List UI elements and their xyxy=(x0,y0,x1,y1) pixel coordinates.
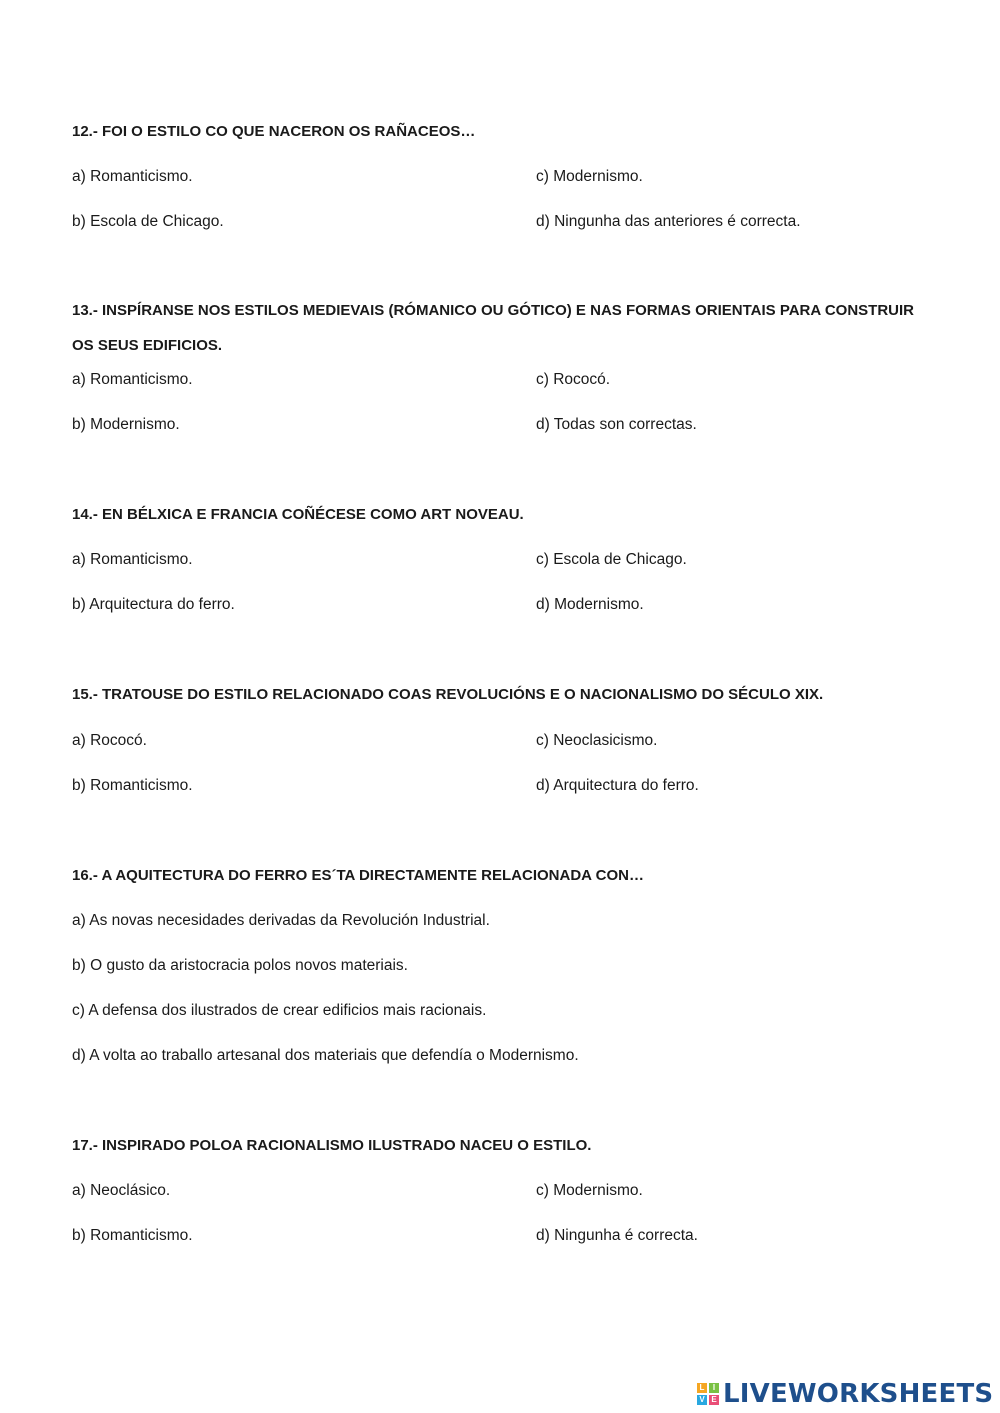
logo-mark-e: E xyxy=(709,1395,719,1405)
question-14-option-d[interactable]: d) Modernismo. xyxy=(536,596,644,613)
question-13 xyxy=(72,293,952,363)
question-13-option-c[interactable]: c) Rococó. xyxy=(536,371,611,388)
logo-mark-l: L xyxy=(697,1383,707,1393)
question-14-title: 14.- EN BÉLXICA E FRANCIA COÑÉCESE COMO ART NOVEAU. xyxy=(72,506,524,523)
question-17 xyxy=(72,1128,952,1163)
question-17-title: 17.- INSPIRADO POLOA RACIONALISMO ILUSTRADO NACEU O ESTILO. xyxy=(72,1137,592,1154)
question-13-title-line-2: OS SEUS EDIFICIOS. xyxy=(72,337,223,354)
question-15-title: 15.- TRATOUSE DO ESTILO RELACIONADO COAS REVOLUCIÓNS E O NACIONALISMO DO SÉCULO XIX. xyxy=(72,686,824,703)
question-16-option-b[interactable]: b) O gusto da aristocracia polos novos materiais. xyxy=(72,957,408,974)
question-13-option-d[interactable]: d) Todas son correctas. xyxy=(536,416,697,433)
question-15-option-d[interactable]: d) Arquitectura do ferro. xyxy=(536,777,699,794)
logo-text: LIVEWORKSHEETS xyxy=(723,1379,994,1409)
question-12-option-a[interactable]: a) Romanticismo. xyxy=(72,168,193,185)
question-17-option-a[interactable]: a) Neoclásico. xyxy=(72,1182,171,1199)
question-17-option-b[interactable]: b) Romanticismo. xyxy=(72,1227,193,1244)
question-17-option-c[interactable]: c) Modernismo. xyxy=(536,1182,643,1199)
question-14-option-b[interactable]: b) Arquitectura do ferro. xyxy=(72,596,235,613)
question-12-option-c[interactable]: c) Modernismo. xyxy=(536,168,643,185)
question-12-title: 12.- FOI O ESTILO CO QUE NACERON OS RAÑACEOS… xyxy=(72,123,476,140)
question-14 xyxy=(72,497,952,532)
question-17-option-d[interactable]: d) Ningunha é correcta. xyxy=(536,1227,698,1244)
question-12-option-d[interactable]: d) Ningunha das anteriores é correcta. xyxy=(536,213,801,230)
question-16-option-a[interactable]: a) As novas necesidades derivadas da Revolución Industrial. xyxy=(72,912,490,929)
question-13-title-line-1: 13.- INSPÍRANSE NOS ESTILOS MEDIEVAIS (RÓMANICO OU GÓTICO) E NAS FORMAS ORIENTAIS PARA CONSTRUIR xyxy=(72,302,914,319)
question-13-option-b[interactable]: b) Modernismo. xyxy=(72,416,180,433)
question-12 xyxy=(72,114,952,149)
question-14-option-c[interactable]: c) Escola de Chicago. xyxy=(536,551,687,568)
liveworksheets-logo-icon xyxy=(697,1383,719,1405)
question-16-title: 16.- A AQUITECTURA DO FERRO ES´TA DIRECTAMENTE RELACIONADA CON… xyxy=(72,867,644,884)
question-15-option-c[interactable]: c) Neoclasicismo. xyxy=(536,732,658,749)
question-15 xyxy=(72,677,952,712)
question-15-option-a[interactable]: a) Rococó. xyxy=(72,732,147,749)
liveworksheets-logo xyxy=(697,1378,993,1410)
question-15-option-b[interactable]: b) Romanticismo. xyxy=(72,777,193,794)
logo-mark-v: V xyxy=(697,1395,707,1405)
question-16-option-d[interactable]: d) A volta ao traballo artesanal dos materiais que defendía o Modernismo. xyxy=(72,1047,579,1064)
question-13-option-a[interactable]: a) Romanticismo. xyxy=(72,371,193,388)
question-16-option-c[interactable]: c) A defensa dos ilustrados de crear edificios mais racionais. xyxy=(72,1002,487,1019)
question-12-option-b[interactable]: b) Escola de Chicago. xyxy=(72,213,224,230)
question-16 xyxy=(72,858,952,893)
question-14-option-a[interactable]: a) Romanticismo. xyxy=(72,551,193,568)
logo-mark-i: I xyxy=(709,1383,719,1393)
